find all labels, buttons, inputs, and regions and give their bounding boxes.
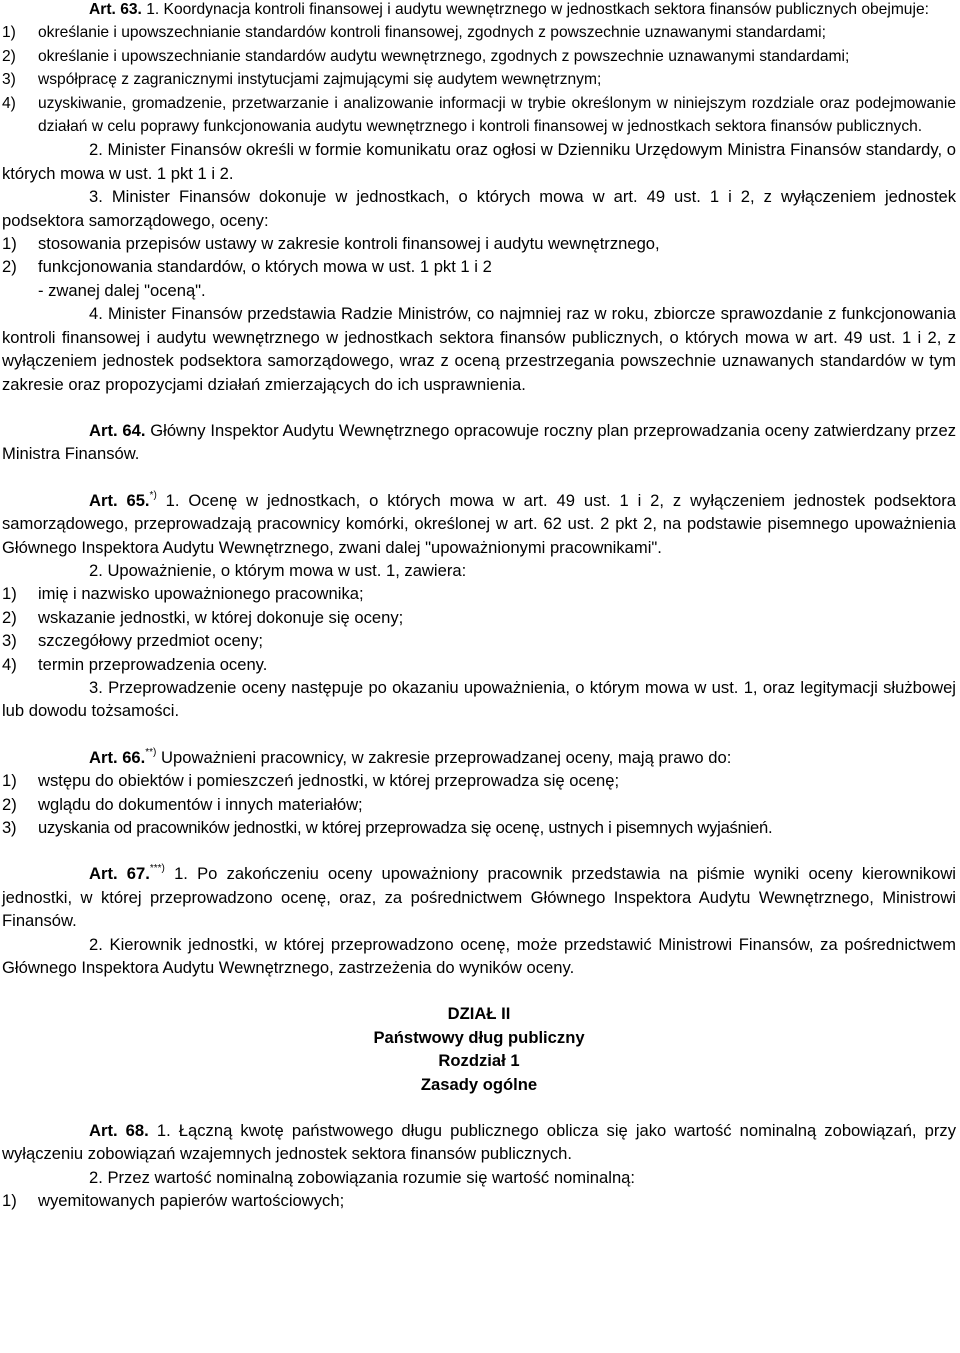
item-text: imię i nazwisko upoważnionego pracownika; bbox=[38, 584, 364, 604]
item-text: wstępu do obiektów i pomieszczeń jednostki, w której przeprowadza się ocenę; bbox=[38, 771, 620, 791]
item-number: 3) bbox=[2, 818, 17, 837]
item-text: określanie i upowszechnianie standardów audytu wewnętrznego, zgodnych z powszechnie uznawanymi standardami; bbox=[38, 47, 850, 65]
footnote-mark: **) bbox=[145, 746, 157, 758]
art65-para2: 2. Upoważnienie, o którym mowa w ust. 1, zawiera: bbox=[89, 560, 467, 580]
item-number: 2) bbox=[2, 257, 17, 277]
art63-para3-tail: - zwanej dalej "oceną". bbox=[38, 280, 206, 300]
item-number: 2) bbox=[2, 794, 17, 814]
art66-heading: Art. 66. bbox=[89, 747, 146, 767]
item-text: współpracę z zagranicznymi instytucjami zajmującymi się audytem wewnętrznym; bbox=[38, 71, 602, 89]
art63-para4: 4. Minister Finansów przedstawia Radzie Ministrów, co najmniej raz w roku, zbiorcze sprawozdanie z funkcjonowania kontroli finansowej i audytu wewnętrznego w jednostkach sektora finansów publicznych, o których mowa w art. 49 ust. 1 i 2, z wyłączeniem jednostek podsektora samorządowego, wraz z oceną przestrzegania powszechnie uznawanych standardów w tym zakresie oraz propozycjami działań zmierzających do ich usprawnienia. bbox=[2, 304, 956, 394]
art63-para1 bbox=[2, 0, 956, 21]
footnote-mark: *) bbox=[149, 489, 157, 501]
art65-item-1 bbox=[2, 582, 956, 605]
item-number: 2) bbox=[2, 47, 16, 65]
art63-item-2 bbox=[2, 45, 956, 68]
item-text: uzyskiwanie, gromadzenie, przetwarzanie i analizowanie informacji w trybie określonym w niniejszym rozdziale oraz podejmowanie działań w celu poprawy funkcjonowania audytu wewnętrznego i kontroli finansowej w jednostkach sektora finansów publicznych. bbox=[38, 94, 956, 136]
division-label: DZIAŁ II bbox=[447, 1004, 511, 1024]
chapter-title: Zasady ogólne bbox=[420, 1074, 538, 1094]
art68-para2: 2. Przez wartość nominalną zobowiązania rozumie się wartość nominalną: bbox=[89, 1167, 636, 1187]
item-number: 4) bbox=[2, 94, 16, 112]
item-text: wyemitowanych papierów wartościowych; bbox=[38, 1191, 345, 1211]
division-title: Państwowy dług publiczny bbox=[373, 1027, 585, 1047]
spacer bbox=[2, 979, 956, 1002]
art66-para bbox=[2, 746, 956, 769]
item-number: 1) bbox=[2, 24, 16, 42]
spacer bbox=[2, 396, 956, 419]
art67-para2: 2. Kierownik jednostki, w której przeprowadzono ocenę, może przedstawić Ministrowi Finansów, za pośrednictwem Głównego Inspektora Audytu Wewnętrznego, zastrzeżenia do wyników oceny. bbox=[2, 934, 956, 978]
art64-text: Główny Inspektor Audytu Wewnętrznego opracowuje roczny plan przeprowadzania oceny zatwierdzany przez Ministra Finansów. bbox=[2, 420, 956, 464]
art68-heading: Art. 68. bbox=[89, 1121, 149, 1141]
art67-heading: Art. 67. bbox=[89, 864, 150, 884]
item-text: określanie i upowszechnianie standardów kontroli finansowej, zgodnych z powszechnie uznawanymi standardami; bbox=[38, 24, 826, 42]
art63-heading: Art. 63. bbox=[89, 1, 142, 18]
item-text: funkcjonowania standardów, o których mowa w ust. 1 pkt 1 i 2 bbox=[38, 257, 492, 277]
art63-item-4 bbox=[2, 92, 956, 139]
item-number: 3) bbox=[2, 631, 17, 651]
art65-item-4 bbox=[2, 653, 956, 676]
spacer bbox=[2, 839, 956, 862]
art68-para1 bbox=[2, 1119, 956, 1166]
spacer bbox=[2, 466, 956, 489]
art63-item-3 bbox=[2, 68, 956, 91]
art64-heading: Art. 64. bbox=[89, 420, 146, 440]
item-text: uzyskania od pracowników jednostki, w której przeprowadza się ocenę, ustnych i pisemnych wyjaśnień. bbox=[38, 818, 773, 837]
chapter-label: Rozdział 1 bbox=[438, 1051, 520, 1071]
item-text: szczegółowy przedmiot oceny; bbox=[38, 631, 264, 651]
footnote-mark: ***) bbox=[149, 863, 165, 875]
art66-item-3 bbox=[2, 816, 956, 839]
art67-para1 bbox=[2, 862, 956, 932]
spacer bbox=[2, 723, 956, 746]
art65-item-3 bbox=[2, 629, 956, 652]
item-text: stosowania przepisów ustawy w zakresie kontroli finansowej i audytu wewnętrznego, bbox=[38, 234, 660, 254]
art63-para3-item-2 bbox=[2, 255, 956, 278]
art65-heading: Art. 65. bbox=[89, 490, 150, 510]
art63-para3: 3. Minister Finansów dokonuje w jednostkach, o których mowa w art. 49 ust. 1 i 2, z wyłączeniem jednostek podsektora samorządowego, oceny: bbox=[2, 187, 956, 230]
art65-para1-text: 1. Ocenę w jednostkach, o których mowa w art. 49 ust. 1 i 2, z wyłączeniem jednostek podsektora samorządowego, przeprowadzają pracownicy komórki, określonej w art. 62 ust. 2 pkt 2, na podstawie pisemnego upoważnienia Głównego Inspektora Audytu Wewnętrznego, zwani dalej "upoważnionymi pracownikami". bbox=[2, 490, 956, 557]
item-number: 3) bbox=[2, 71, 16, 89]
art68-para1-text: 1. Łączną kwotę państwowego długu publicznego oblicza się jako wartość nominalną zobowiązań, przy wyłączeniu zobowiązań wzajemnych jednostek sektora finansów publicznych. bbox=[2, 1121, 956, 1164]
art64-para bbox=[2, 419, 956, 466]
art63-para2: 2. Minister Finansów określi w formie komunikatu oraz ogłosi w Dzienniku Urzędowym Ministra Finansów standardy, o których mowa w ust. 1 pkt 1 i 2. bbox=[2, 140, 956, 183]
art63-para3-item-1 bbox=[2, 232, 956, 255]
item-number: 1) bbox=[2, 234, 17, 254]
item-number: 2) bbox=[2, 607, 17, 627]
art68-item-1 bbox=[2, 1189, 956, 1212]
item-number: 1) bbox=[2, 771, 17, 791]
art65-para3: 3. Przeprowadzenie oceny następuje po okazaniu upoważnienia, o którym mowa w ust. 1, oraz legitymacji służbowej lub dowodu tożsamości. bbox=[2, 677, 956, 721]
spacer bbox=[2, 1096, 956, 1119]
item-text: wskazanie jednostki, w której dokonuje się oceny; bbox=[38, 607, 404, 627]
art66-text: Upoważnieni pracownicy, w zakresie przeprowadzanej oceny, mają prawo do: bbox=[161, 747, 732, 767]
item-number: 1) bbox=[2, 584, 17, 604]
item-number: 4) bbox=[2, 654, 17, 674]
art63-para1-text: 1. Koordynacja kontroli finansowej i audytu wewnętrznego w jednostkach sektora finansów publicznych obejmuje: bbox=[146, 1, 929, 18]
art63-item-1 bbox=[2, 21, 956, 44]
art65-item-2 bbox=[2, 606, 956, 629]
item-text: wglądu do dokumentów i innych materiałów; bbox=[38, 794, 363, 814]
art65-para1 bbox=[2, 489, 956, 559]
item-number: 1) bbox=[2, 1191, 17, 1211]
art67-para1-text: 1. Po zakończeniu oceny upoważniony pracownik przedstawia na piśmie wyniki oceny kierownikowi jednostki, w której przeprowadzono ocenę, oraz, za pośrednictwem Głównego Inspektora Audytu Wewnętrznego, Ministrowi Finansów. bbox=[2, 864, 956, 931]
art66-item-2 bbox=[2, 793, 956, 816]
item-text: termin przeprowadzenia oceny. bbox=[38, 654, 268, 674]
art66-item-1 bbox=[2, 769, 956, 792]
